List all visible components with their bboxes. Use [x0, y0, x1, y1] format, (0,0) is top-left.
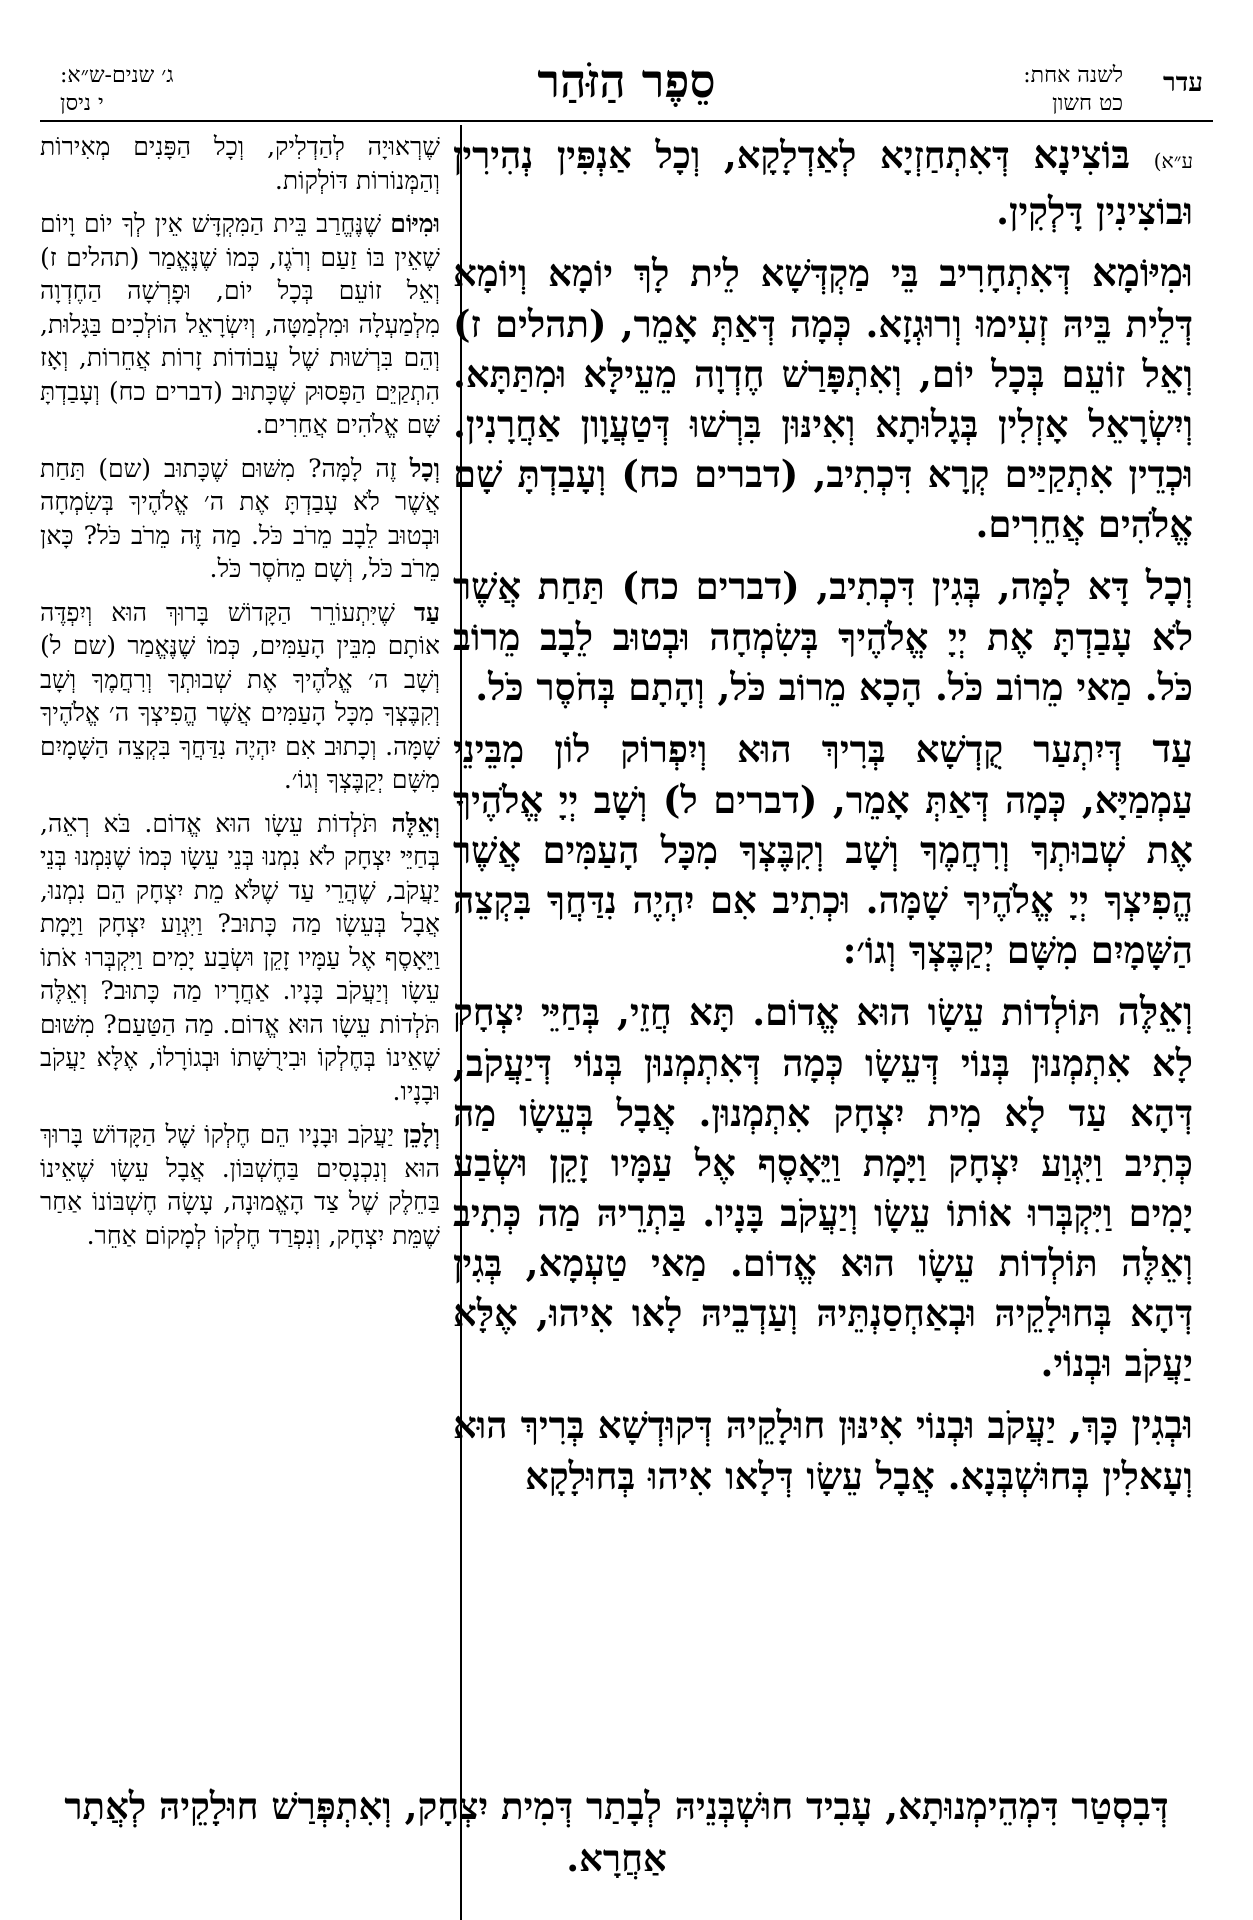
page-marker: ע״א) [1153, 149, 1193, 173]
paragraph-text: דָּא לָמָּה, בְּגִין דִּכְתִיב, (דברים כח) תַּחַת אֲשֶׁר לֹא עָבַדְתָּ אֶת יְיָ אֱלֹהֶיךָ בְּשִׂמְחָה וּבְטוּב לֵבָב מֵרוֹב כֹּל. מַאי מֵרוֹב כֹּל. הָכָא מֵרוֹב כֹּל, וְהָתָם בְּחֹסֶר כֹּל. [453, 564, 1193, 709]
header-right-bottom: כט חשון [1052, 91, 1123, 116]
lead-word: עַד [1152, 727, 1193, 772]
header-rule [40, 120, 1213, 122]
main-paragraph [453, 1400, 1193, 1501]
side-paragraph [40, 1118, 440, 1252]
header-left-info [60, 62, 174, 118]
paragraph-text: שֶׁרְאוּיָה לְהַדְלִיק, וְכָל הַפָּנִים מְאִירוֹת וְהַמְּנוֹרוֹת דּוֹלְקוֹת. [40, 132, 440, 195]
paragraph-text: שֶׁיִּתְעוֹרֵר הַקָּדוֹשׁ בָּרוּךְ הוּא וְיִפְדֶּה אוֹתָם מִבֵּין הָעַמִּים, כְּמוֹ שֶׁנֶּאֱמַר (שם ל) וְשָׁב ה׳ אֱלֹהֶיךָ אֶת שְׁבוּתְךָ וְרִחֲמֶךָ וְשָׁב וְקִבֶּצְךָ מִכָּל הָעַמִּים אֲשֶׁר הֱפִיצְךָ ה׳ אֱלֹהֶיךָ שָׁמָּה. וְכָתוּב אִם יִהְיֶה נִדַּחֲךָ בִּקְצֵה הַשָּׁמָיִם מִשָּׁם יְקַבֶּצְךָ וְגוֹ׳. [40, 597, 440, 794]
main-paragraph [453, 724, 1193, 975]
side-paragraph [40, 807, 440, 1109]
paragraph-text: תֹּלְדוֹת עֵשָׂו הוּא אֱדוֹם. בֹּא רְאֵה, בְּחַיֵּי יִצְחָק לֹא נִמְנוּ בְּנֵי עֵשָׂו כְּמוֹ שֶׁנִּמְנוּ בְּנֵי יַעֲקֹב, שֶׁהֲרֵי עַד שֶׁלֹּא מֵת יִצְחָק הֵם נִמְנוּ, אֲבָל בְּעֵשָׂו מַה כָּתוּב? וַיִּגְוַע יִצְחָק וַיָּמָת וַיֵּאָסֶף אֶל עַמָּיו זָקֵן וּשְׂבַע יָמִים וַיִּקְבְּרוּ אֹתוֹ עֵשָׂו וְיַעֲקֹב בָּנָיו. אַחֲרָיו מַה כָּתוּב? וְאֵלֶּה תֹּלְדוֹת עֵשָׂו הוּא אֱדוֹם. מַה הַטַּעַם? מִשּׁוּם שֶׁאֵינוֹ בְּחֶלְקוֹ וּבִירֻשָּׁתוֹ וּבְגוֹרָלוֹ, אֶלָּא יַעֲקֹב וּבָנָיו. [40, 808, 440, 1106]
page-header [40, 50, 1213, 120]
page-title: סֵפֶר הַזֹּהַר [537, 54, 716, 108]
paragraph-text: דְּאִתְחָרִיב בֵּי מַקְדְּשָׁא לֵית לָךְ יוֹמָא וְיוֹמָא דְּלֵית בֵּיהּ זְעִימוּ וְרוּגְזָא. כְּמָה דְּאַתְּ אָמֵר, (תהלים ז) וְאֵל זוֹעֵם בְּכָל יוֹם, וְאִתְפָּרַשׁ חֶדְוָה מֵעֵילָּא וּמִתַּתָּא. וְיִשְׂרָאֵל אָזְלִין בְּגָלוּתָא וְאִינּוּן בִּרְשׁוּ דְּטַעֲוָון אַחֲרָנִין. וּכְדֵין אִתְקַיַּים קְרָא דִּכְתִיב, (דברים כח) וְעָבַדְתָּ שָׁם אֱלֹהִים אֲחֵרִים. [453, 251, 1193, 546]
page-number: עדר [1163, 68, 1203, 98]
main-paragraph [453, 130, 1193, 236]
lead-word: וְאֵלֶּה [391, 808, 440, 838]
lead-word: וְכָל [409, 453, 440, 483]
main-paragraph [453, 987, 1193, 1388]
header-left-top: ג׳ שנים-ש״א: [60, 63, 174, 88]
header-right-top: לשנה אחת: [1023, 63, 1123, 88]
lead-word: וְכָל [1145, 564, 1193, 609]
paragraph-text: דְּיִתְעַר קֻדְשָׁא בְּרִיךְ הוּא וְיִפְרוֹק לוֹן מִבֵּינֵי עַמְמַיָּא, כְּמָה דְּאַתְּ אָמֵר, (דברים ל) וְשָׁב יְיָ אֱלֹהֶיךָ אֶת שְׁבוּתְךָ וְרִחֲמֶךָ וְשָׁב וְקִבֶּצְךָ מִכָּל הָעַמִּים אֲשֶׁר הֱפִיצְךָ יְיָ אֱלֹהֶיךָ שָׁמָּה. וּכְתִיב אִם יִהְיֶה נִדַּחֲךָ בִּקְצֵה הַשָּׁמָיִם מִשָּׁם יְקַבֶּצְךָ וְגוֹ׳: [453, 727, 1193, 972]
footer-continuation: דְּבִסְטַר דִּמְהֵימְנוּתָא, עָבִיד חוּשְׁבְּנֵיהּ לְבָתַר דְּמִית יִצְחָק, וְאִתְפְּרַשׁ חוּלָקֵיהּ לְאֲתָר אַחֲרָא. [64, 1784, 1169, 1880]
paragraph-text: תּוֹלְדוֹת עֵשָׂו הוּא אֱדוֹם. תָּא חֲזֵי, בְּחַיֵּי יִצְחָק לָא אִתְמְנוּן בְּנוֹי דְּעֵשָׂו כְּמָה דְּאִתְמְנוּן בְּנוֹי דְּיַעֲקֹב, דְּהָא עַד לָא מִית יִצְחָק אִתְמְנוּן. אֲבָל בְּעֵשָׂו מַה כְּתִיב וַיִּגְוַע יִצְחָק וַיָּמָת וַיֵּאָסֶף אֶל עַמָּיו זָקֵן וּשְׂבַע יָמִים וַיִּקְבְּרוּ אוֹתוֹ עֵשָׂו וְיַעֲקֹב בָּנָיו. בַּתְרֵיהּ מַה כְּתִיב וְאֵלֶּה תּוֹלְדוֹת עֵשָׂו הוּא אֱדוֹם. מַאי טַעְמָא, בְּגִין דְּהָא בְּחוּלָקֵיהּ וּבְאַחְסַנְתֵּיהּ וְעַדְבֵיהּ לָאו אִיהוּ, אֶלָּא יַעֲקֹב וּבְנוֹי. [453, 990, 1193, 1385]
paragraph-text: דְּאִתְחַזְיָא לְאַדְלָקָא, וְכָל אַנְפִּין נְהִירִין וּבוֹצִינִין דָּלְקִין. [453, 133, 1193, 233]
lead-word: וּמִיּוֹם [390, 209, 440, 238]
lead-word: וּבְגִין [1131, 1403, 1193, 1448]
paragraph-text: שֶׁנֶּחֱרַב בֵּית הַמִּקְדָּשׁ אֵין לְךָ יוֹם וָיוֹם שֶׁאֵין בּוֹ זַעַם וְרֹגֶז, כְּמוֹ שֶׁנֶּאֱמַר (תהלים ז) וְאֵל זוֹעֵם בְּכָל יוֹם, וּפָרְשָׁה הַחֶדְוָה מִלְמַעְלָה וּמִלְמַטָּה, וְיִשְׂרָאֵל הוֹלְכִים בַּגָּלוּת, וְהֵם בִּרְשׁוּת שֶׁל עֲבוֹדוֹת זָרוֹת אֲחֵרוֹת, וְאָז הִתְקַיֵּם הַפָּסוּק שֶׁכָּתוּב (דברים כח) וְעָבַדְתָּ שָּׁם אֱלֹהִים אֲחֵרִים. [40, 209, 440, 439]
main-paragraph [453, 248, 1193, 549]
main-column [453, 130, 1193, 1513]
translation-column [40, 130, 440, 1262]
paragraph-text: יַעֲקֹב וּבָנָיו הֵם חֶלְקוֹ שֶׁל הַקָּדוֹשׁ בָּרוּךְ הוּא וְנִכְנָסִים בַּחֶשְׁבּוֹן. אֲבָל עֵשָׂו שֶׁאֵינוֹ בַּחֵלֶק שֶׁל צַד הָאֱמוּנָה, עָשָׂה חֶשְׁבּוֹנוֹ אַחַר שֶׁמֵּת יִצְחָק, וְנִפְרַד חֶלְקוֹ לְמָקוֹם אַחֵר. [40, 1120, 440, 1250]
lead-word: וְלָכֵן [403, 1120, 440, 1149]
main-paragraph [453, 561, 1193, 712]
side-paragraph [40, 596, 440, 797]
side-paragraph [40, 207, 440, 442]
paragraph-text: כָּךְ, יַעֲקֹב וּבְנוֹי אִינּוּן חוּלָקֵיהּ דְּקוּדְשָׁא בְּרִיךְ הוּא וְעָאלִין בְּחוּשְׁבְּנָא. אֲבָל עֵשָׂו דְּלָאו אִיהוּ בְּחוּלָקָא [453, 1403, 1193, 1498]
lead-word: וְאֵלֶּה [1117, 990, 1193, 1035]
lead-word: בּוֹצִינָא [1033, 133, 1131, 178]
lead-word: עַד [413, 597, 440, 627]
side-paragraph [40, 130, 440, 197]
header-left-bottom: י ניסן [60, 91, 104, 116]
lead-word: וּמִיּוֹמָא [1091, 251, 1193, 296]
paragraph-text: זֶה לָמָּה? מִשּׁוּם שֶׁכָּתוּב (שם) תַּחַת אֲשֶׁר לֹא עָבַדְתָּ אֶת ה׳ אֱלֹהֶיךָ בְּשִׂמְחָה וּבְטוּב לֵבָב מֵרֹב כֹּל. מַה זֶּה מֵרֹב כֹּל? כָּאן מֵרֹב כֹּל, וְשָׁם מֵחֹסֶר כֹּל. [40, 453, 440, 583]
side-paragraph [40, 452, 440, 586]
